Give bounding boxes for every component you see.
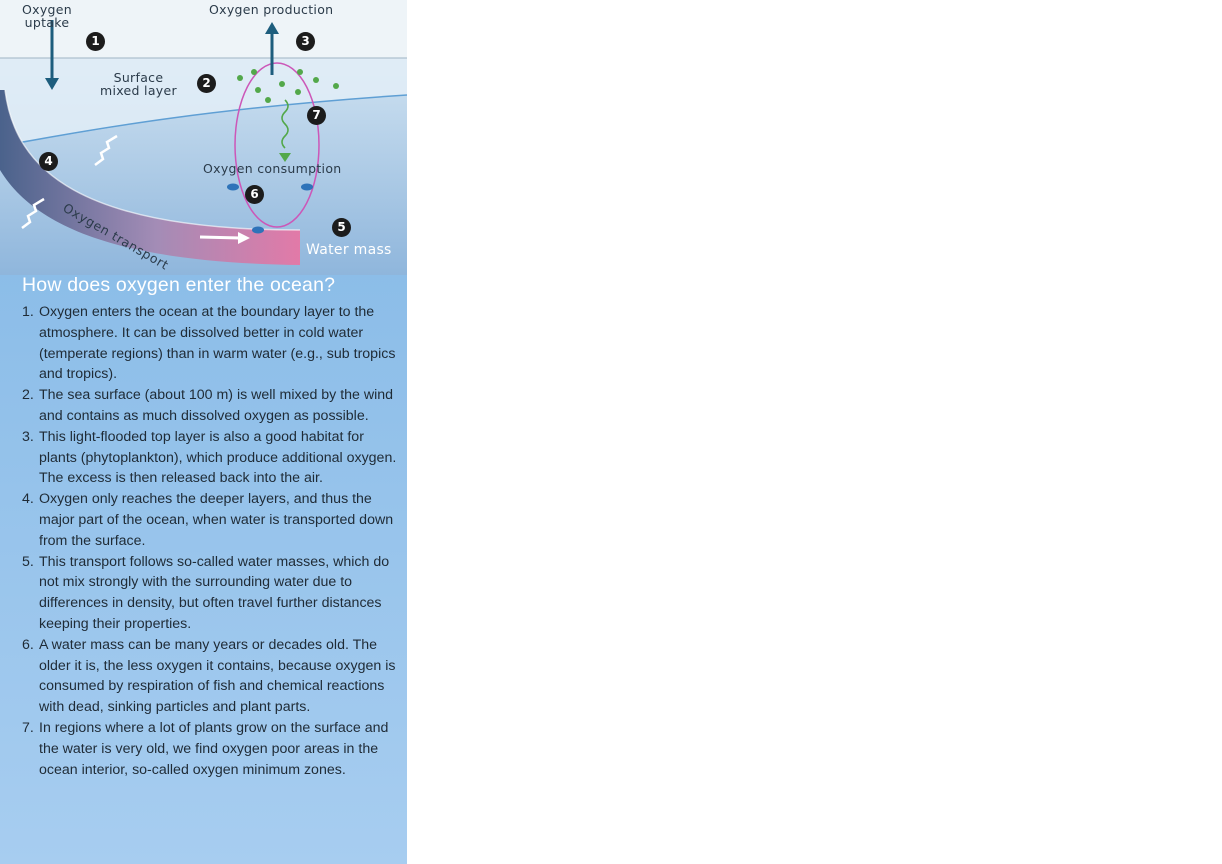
list-item-text: A water mass can be many years or decades old. The older it is, the less oxygen it contains, because oxygen is consumed by respiration of fish and chemical reactions with dead, sinking particles and plant parts. — [39, 636, 396, 716]
list-item-text: Oxygen only reaches the deeper layers, and thus the major part of the ocean, when water is transported down from the surface. — [39, 491, 394, 549]
left-panel — [0, 0, 407, 864]
list-item — [22, 427, 402, 489]
diagram-number-1: 1 — [86, 32, 105, 51]
diagram-number-7: 7 — [307, 106, 326, 125]
oxygen-consumption-label: Oxygen consumption — [203, 161, 342, 176]
list-item-number: 4. — [22, 491, 34, 508]
list-item-number: 7. — [22, 719, 34, 736]
diagram-number-4: 4 — [39, 152, 58, 171]
oxygen-diagram — [0, 0, 407, 275]
list-item — [22, 489, 402, 551]
list-item-text: Oxygen enters the ocean at the boundary layer to the atmosphere. It can be dissolved better in cold water (temperate regions) than in warm water (e.g., sub tropics and tropics). — [39, 304, 396, 383]
diagram-number-3: 3 — [296, 32, 315, 51]
diagram-number-2: 2 — [197, 74, 216, 93]
list-item-text: This transport follows so-called water masses, which do not mix strongly with the surrounding water due to differences in density, but often travel further distances keeping their properties. — [39, 553, 390, 632]
list-item-number: 5. — [22, 553, 34, 570]
oxygen-uptake-label: Oxygen uptake — [22, 2, 72, 30]
list-item — [22, 718, 402, 780]
surface-mixed-layer-label: Surface mixed layer — [100, 70, 177, 98]
list-item — [22, 635, 402, 718]
left-heading: How does oxygen enter the ocean? — [22, 274, 336, 296]
list-item-number: 2. — [22, 387, 34, 404]
list-item-text: This light-flooded top layer is also a good habitat for plants (phytoplankton), which produce additional oxygen. The excess is then released back into the air. — [39, 428, 397, 487]
oxygen-production-label: Oxygen production — [209, 2, 334, 17]
list-item — [22, 385, 402, 427]
diagram-number-5: 5 — [332, 218, 351, 237]
list-item-number: 6. — [22, 636, 34, 653]
oxygen-steps-list — [22, 302, 402, 780]
list-item — [22, 302, 402, 385]
list-item-number: 1. — [22, 304, 34, 320]
list-item-text: The sea surface (about 100 m) is well mixed by the wind and contains as much dissolved oxygen as possible. — [39, 387, 394, 424]
water-mass-label: Water mass — [306, 242, 392, 258]
list-item-number: 3. — [22, 428, 34, 445]
list-item-text: In regions where a lot of plants grow on the surface and the water is very old, we find oxygen poor areas in the ocean interior, so-called oxygen minimum zones. — [39, 719, 389, 778]
list-item — [22, 552, 402, 635]
diagram-number-6: 6 — [245, 185, 264, 204]
oxygen-transport-label: Oxygen transport — [60, 200, 172, 273]
